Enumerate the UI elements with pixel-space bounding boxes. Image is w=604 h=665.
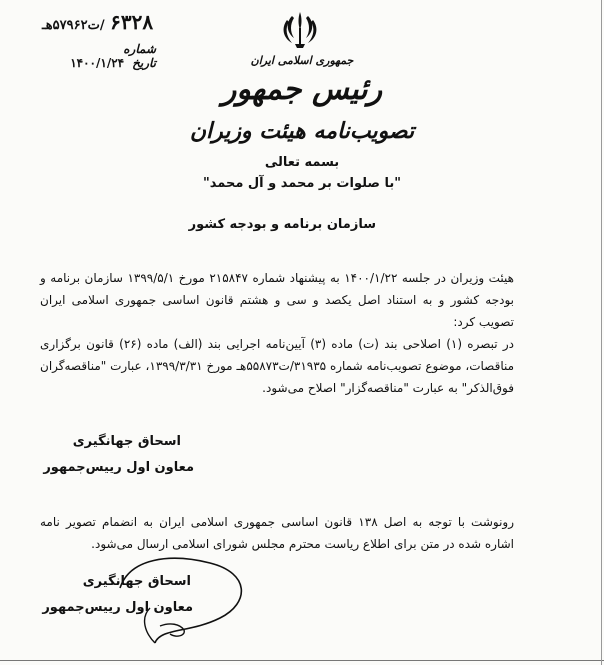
bismillah: بسمه تعالی	[264, 155, 340, 170]
signatory-title: معاون اول رییس‌جمهور	[43, 460, 194, 475]
signatory-name-copy: اسحاق جهانگیری	[82, 574, 191, 589]
letter-number-text: /ت۵۷۹۶۲هـ	[42, 18, 105, 33]
handwritten-signature-icon	[100, 548, 260, 648]
decree-paragraph-1: هیئت وزیران در جلسه ۱۴۰۰/۱/۲۲ به پیشنهاد شماره ۲۱۵۸۴۷ مورخ ۱۳۹۹/۵/۱ سازمان برنامه و بودجه کشور و به استناد اصل یکصد و سی و هشتم قانون اساسی جمهوری اسلامی ایران تصویب کرد:	[40, 271, 514, 329]
date-label: تاریخ	[132, 56, 156, 70]
bottom-divider	[0, 660, 604, 661]
copy-note: رونوشت با توجه به اصل ۱۳۸ قانون اساسی جمهوری اسلامی ایران به انضمام تصویر نامه اشاره شده در متن برای اطلاع ریاست محترم مجلس شورای اسلامی ارسال می‌شود.	[40, 515, 514, 551]
decree-paragraph-2: در تبصره (۱) اصلاحی بند (ت) ماده (۳) آیین‌نامه اجرایی بند (الف) ماده (۲۶) قانون برگزاری مناقصات، موضوع تصویب‌نامه شماره ۳۱۹۳۵/ت۵۵۸۷۳هـ مورخ ۱۳۹۹/۳/۳۱، عبارت "مناقصه‌گران فوق‌الذکر" به عبارت "مناقصه‌گزار" اصلاح می‌شود.	[40, 337, 515, 395]
republic-title: جمهوری اسلامی ایران	[250, 54, 354, 67]
number-label: شماره	[123, 42, 156, 56]
salawat: "با صلوات بر محمد و آل محمد"	[202, 176, 402, 191]
signatory-name: اسحاق جهانگیری	[72, 434, 181, 449]
date-value: ۱۴۰۰/۱/۲۴	[70, 56, 125, 70]
recipient: سازمان برنامه و بودجه کشور	[188, 217, 376, 232]
signatory-title-copy: معاون اول رییس‌جمهور	[42, 600, 193, 615]
right-edge	[601, 0, 602, 665]
letter-number	[36, 10, 153, 34]
president-title: رئیس جمهور	[221, 72, 383, 107]
cabinet-approval-title: تصویب‌نامه هیئت وزیران	[189, 118, 415, 144]
decree-body	[40, 267, 514, 399]
handwritten-number: ۶۳۲۸	[110, 10, 154, 34]
iran-emblem-icon	[278, 8, 322, 52]
